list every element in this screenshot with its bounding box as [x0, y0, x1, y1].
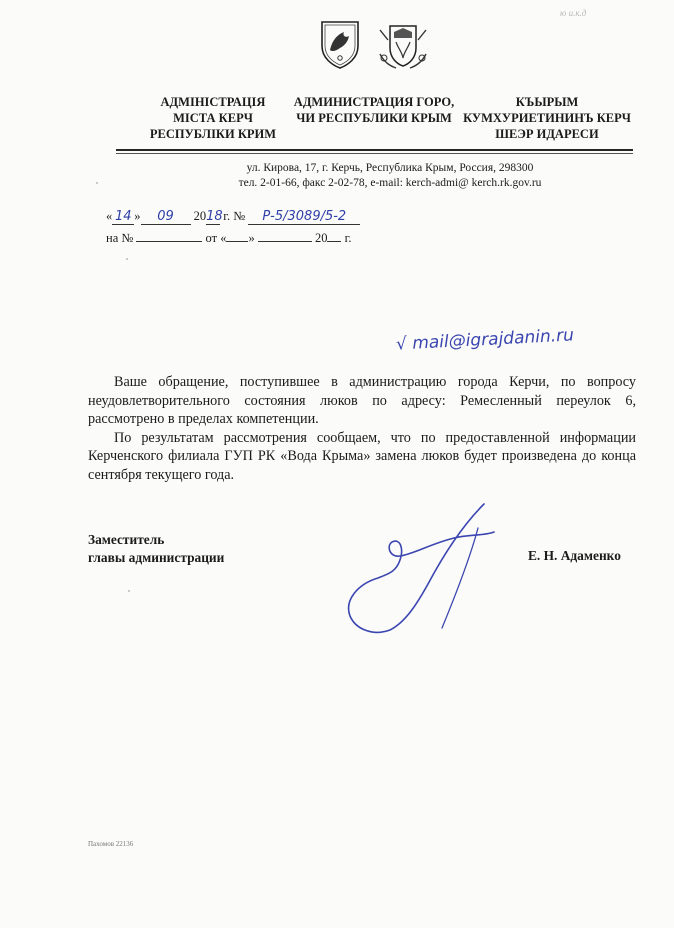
header-crh-line: ШЕЭР ИДАРЕСИ	[495, 127, 599, 141]
number-label: г. №	[223, 209, 246, 223]
day-value: 14	[114, 209, 132, 224]
header-russian	[282, 94, 466, 126]
address-line: ул. Кирова, 17, г. Керчь, Республика Крым, Россия, 298300	[246, 162, 534, 174]
scan-speck	[128, 590, 130, 592]
ref-year-suffix: г.	[344, 231, 352, 245]
corner-pencil-mark: ю и.к.д	[560, 8, 587, 18]
letter-body	[88, 373, 636, 485]
quote-close: »	[248, 231, 255, 245]
signatory-title-line: главы администрации	[88, 550, 225, 565]
month-value: 09	[157, 209, 174, 224]
outgoing-registration	[106, 209, 360, 225]
ref-number-blank	[136, 228, 202, 242]
header-divider-thin	[116, 153, 633, 154]
ref-day-blank	[226, 228, 248, 242]
quote-close: »	[134, 209, 141, 223]
header-ru-line: АДМИНИСТРАЦИЯ ГОРО,	[293, 95, 455, 109]
body-paragraph: По результатам рассмотрения сообщаем, что по предоставленной информации Керченского филиала ГУП РК «Вода Крыма» замена люков будет произведена до конца сентября текущего года.	[88, 429, 636, 483]
handwritten-signature	[334, 498, 524, 638]
header-divider	[116, 149, 633, 151]
header-ua-line: РЕСПУБЛІКИ КРИМ	[149, 127, 277, 141]
incoming-reference	[106, 228, 351, 246]
ref-number-label: на №	[106, 231, 134, 245]
contact-line: тел. 2-01-66, факс 2-02-78, e-mail: kerch-admi@ kerch.rk.gov.ru	[238, 177, 542, 189]
quote-open: «	[106, 209, 113, 223]
number-field	[248, 209, 360, 225]
header-crh-line: КЪЫРЫМ	[515, 95, 579, 109]
header-ukrainian	[138, 94, 288, 142]
ref-month-blank	[258, 228, 312, 242]
scan-speck	[126, 258, 128, 260]
executor-note: Пахомов 22136	[88, 840, 134, 848]
body-paragraph: Ваше обращение, поступившее в администрацию города Керчи, по вопросу неудовлетворительного состояния люков по адресу: Ремесленный переулок 6, рассмотрено в пределах компетенции.	[88, 374, 636, 428]
signatory-title	[88, 531, 224, 567]
ref-year-blank	[327, 228, 341, 242]
scan-speck	[96, 182, 98, 184]
year-field	[206, 209, 223, 225]
header-crimean-tatar	[454, 94, 640, 142]
month-field	[141, 209, 191, 225]
header-ua-line: МІСТА КЕРЧ	[173, 111, 253, 125]
address-block	[150, 161, 630, 191]
year-prefix: 20	[193, 209, 207, 223]
crimea-emblem-icon	[318, 18, 362, 70]
header-crh-line: КУМХУРИЕТИНИНЪ КЕРЧ	[463, 111, 631, 125]
day-field	[112, 209, 134, 225]
signatory-name: Е. Н. Адаменко	[528, 548, 621, 563]
kerch-emblem-icon	[376, 18, 430, 70]
ref-year-prefix: 20	[314, 231, 328, 245]
header-ua-line: АДМІНІСТРАЦІЯ	[160, 95, 266, 109]
signatory-title-line: Заместитель	[88, 532, 165, 547]
number-value: Р-5/3089/5-2	[262, 209, 347, 224]
header-ru-line: ЧИ РЕСПУБЛИКИ КРЫМ	[296, 111, 452, 125]
year-value: 18	[206, 209, 223, 224]
handwritten-email-note: √ mail@igrajdanin.ru	[395, 325, 575, 355]
ref-date-label: от «	[205, 231, 227, 245]
